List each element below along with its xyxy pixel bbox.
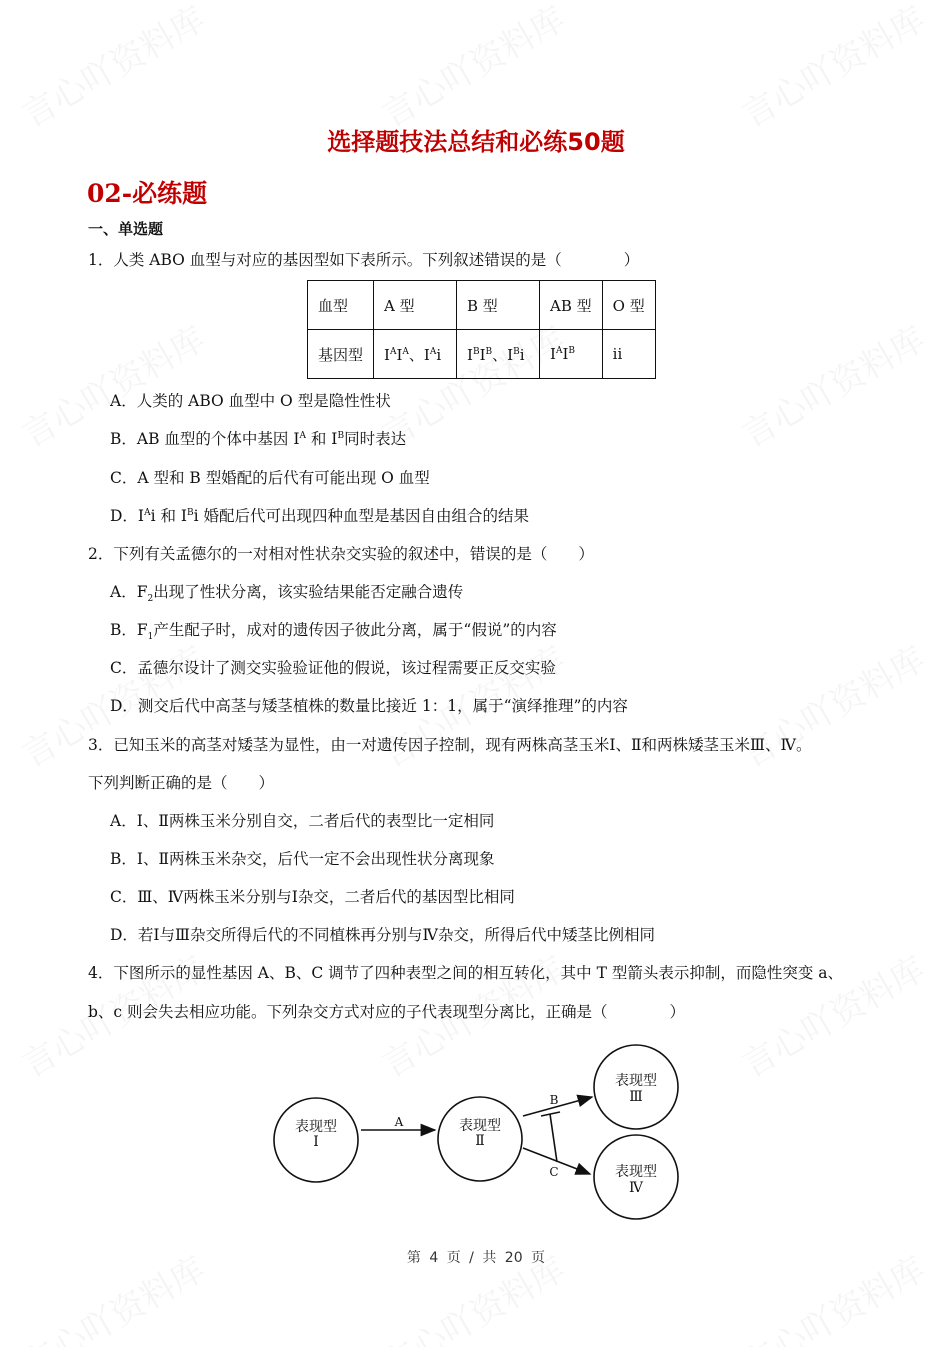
node-label: 表现型 <box>459 1118 501 1134</box>
table-cell: O 型 <box>602 281 655 330</box>
node-numeral: Ⅲ <box>629 1089 643 1105</box>
table-cell: B 型 <box>457 281 540 330</box>
table-cell: $I^AI^B$ <box>540 330 603 379</box>
node-label: 表现型 <box>295 1119 337 1135</box>
inhibition-line <box>550 1114 557 1162</box>
node-numeral: Ⅰ <box>313 1134 319 1150</box>
option-d: D．$I^Ai$ 和 $I^Bi$ 婚配后代可出现四种血型是基因自由组合的结果 <box>110 507 530 525</box>
node-label: 表现型 <box>615 1073 657 1089</box>
node-numeral: Ⅳ <box>629 1180 643 1196</box>
option-d: D．测交后代中高茎与矮茎植株的数量比接近 1：1，属于“演绎推理”的内容 <box>110 697 628 715</box>
edge-label-c: C <box>549 1165 559 1179</box>
question-4-stem-cont: b、c 则会失去相应功能。下列杂交方式对应的子代表现型分离比，正确是（ ） <box>88 1003 686 1021</box>
edge-label-a: A <box>394 1115 404 1129</box>
table-cell: 血型 <box>308 281 374 330</box>
option-b: B．AB 血型的个体中基因 $I^A$ 和 $I^B$同时表达 <box>110 430 407 448</box>
option-b: B．$F_1$产生配子时，成对的遗传因子彼此分离，属于“假说”的内容 <box>110 621 557 643</box>
question-1-stem: 1．人类 ABO 血型与对应的基因型如下表所示。下列叙述错误的是（ ） <box>88 251 640 269</box>
table-cell: $I^AI^A$、$I^Ai$ <box>374 330 457 379</box>
table-cell: AB 型 <box>540 281 603 330</box>
option-c: C．孟德尔设计了测交实验验证他的假说，该过程需要正反交实验 <box>110 659 556 677</box>
subsection-heading: 一、单选题 <box>88 220 164 238</box>
option-d: D．若Ⅰ与Ⅲ杂交所得后代的不同植株再分别与Ⅳ杂交，所得后代中矮茎比例相同 <box>110 926 655 944</box>
option-a: A．$F_2$出现了性状分离，该实验结果能否定融合遗传 <box>110 583 464 605</box>
table-cell: 基因型 <box>308 330 374 379</box>
option-c: C．A 型和 B 型婚配的后代有可能出现 O 血型 <box>110 469 430 487</box>
table-cell: ii <box>602 330 655 379</box>
document-title: 选择题技法总结和必练50题 <box>327 128 625 156</box>
page-footer: 第 4 页 / 共 20 页 <box>406 1250 546 1266</box>
question-3-stem: 3．已知玉米的高茎对矮茎为显性，由一对遗传因子控制，现有两株高茎玉米Ⅰ、Ⅱ和两株矮茎玉米Ⅲ、Ⅳ。 <box>88 736 812 754</box>
question-4-stem: 4．下图所示的显性基因 A、B、C 调节了四种表型之间的相互转化，其中 T 型箭头表示抑制，而隐性突变 a、 <box>88 964 844 982</box>
edge-label-b: B <box>549 1093 559 1107</box>
table-cell: $I^BI^B$、$I^Bi$ <box>457 330 540 379</box>
table-cell: A 型 <box>374 281 457 330</box>
question-3-stem-cont: 下列判断正确的是（ ） <box>88 774 275 792</box>
option-c: C．Ⅲ、Ⅳ两株玉米分别与Ⅰ杂交，二者后代的基因型比相同 <box>110 888 515 906</box>
option-a: A．人类的 ABO 血型中 O 型是隐性性状 <box>110 392 391 410</box>
option-a: A．Ⅰ、Ⅱ两株玉米分别自交，二者后代的表型比一定相同 <box>110 812 495 830</box>
node-numeral: Ⅱ <box>475 1133 485 1149</box>
question-2-stem: 2．下列有关孟德尔的一对相对性状杂交实验的叙述中，错误的是（ ） <box>88 545 594 563</box>
option-b: B．Ⅰ、Ⅱ两株玉米杂交，后代一定不会出现性状分离现象 <box>110 850 495 868</box>
section-heading: 02-必练题 <box>87 179 208 208</box>
node-label: 表现型 <box>615 1164 657 1180</box>
